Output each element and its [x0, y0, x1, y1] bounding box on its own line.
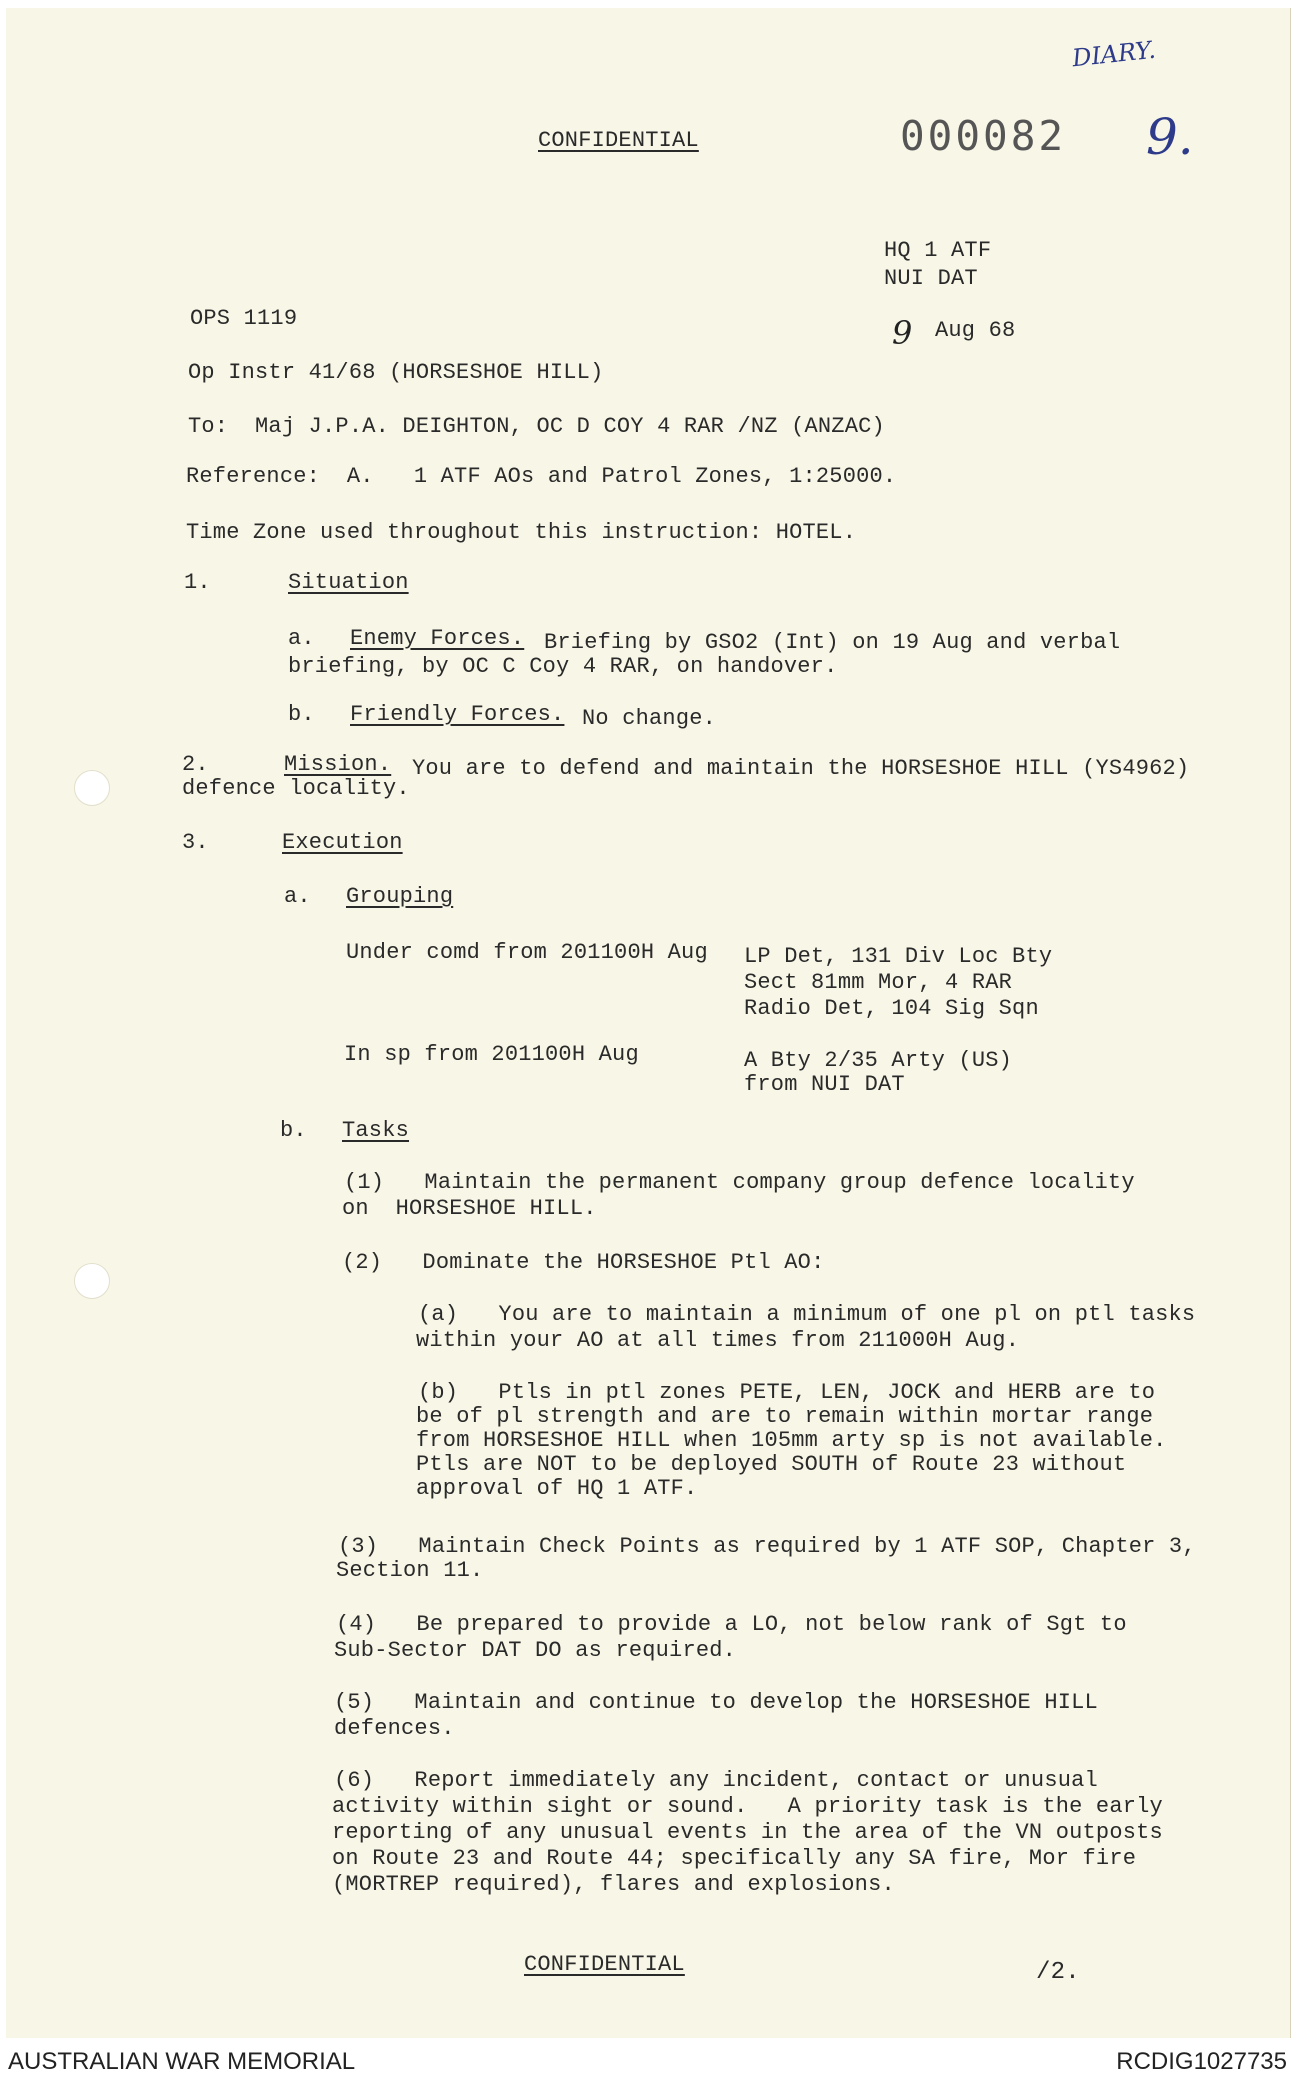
punch-hole	[74, 1263, 110, 1299]
section-3-number: 3.	[182, 830, 209, 855]
task-1-line-1: (1) Maintain the permanent company group defence locality	[344, 1170, 1135, 1195]
grouping-in-sp-1: A Bty 2/35 Arty (US)	[744, 1048, 1013, 1073]
handwritten-date-day: 9	[892, 314, 913, 352]
task-2b-line-3: from HORSESHOE HILL when 105mm arty sp is not available.	[416, 1428, 1167, 1453]
punch-hole	[74, 770, 110, 806]
task-6-line-5: (MORTREP required), flares and explosions.	[332, 1872, 895, 1897]
date-month-year: Aug 68	[935, 318, 1016, 343]
ops-reference: OPS 1119	[190, 306, 298, 331]
para-1a-label: a.	[288, 626, 315, 651]
mission-text-1: You are to defend and maintain the HORSESHOE HILL (YS4962)	[412, 756, 1190, 781]
section-1-number: 1.	[184, 570, 211, 595]
section-1-heading: Situation	[288, 570, 409, 595]
serial-stamp: 000082	[900, 112, 1067, 160]
task-6-line-1: (6) Report immediately any incident, contact or unusual	[334, 1768, 1098, 1793]
para-1a-heading: Enemy Forces.	[350, 626, 525, 651]
handwritten-folio-number: 9.	[1146, 108, 1194, 166]
task-3-line-1: (3) Maintain Check Points as required by 1 ATF SOP, Chapter 3,	[338, 1534, 1196, 1559]
para-1b-label: b.	[288, 702, 315, 727]
task-2b-line-1: (b) Ptls in ptl zones PETE, LEN, JOCK and HERB are to	[418, 1380, 1156, 1405]
para-3a-heading: Grouping	[346, 884, 454, 909]
to-line: To: Maj J.P.A. DEIGHTON, OC D COY 4 RAR /NZ (ANZAC)	[188, 414, 885, 439]
para-3b-label: b.	[280, 1118, 307, 1143]
task-5-line-1: (5) Maintain and continue to develop the HORSESHOE HILL	[334, 1690, 1098, 1715]
grouping-under-comd-1: LP Det, 131 Div Loc Bty	[744, 944, 1053, 969]
task-4-line-1: (4) Be prepared to provide a LO, not below rank of Sgt to	[336, 1612, 1127, 1637]
footer-institution: AUSTRALIAN WAR MEMORIAL	[8, 2048, 356, 2075]
classification-bottom: CONFIDENTIAL	[524, 1952, 685, 1977]
grouping-under-comd-2: Sect 81mm Mor, 4 RAR	[744, 970, 1013, 995]
para-3a-label: a.	[284, 884, 311, 909]
task-1-line-2: on HORSESHOE HILL.	[342, 1196, 597, 1221]
task-6-line-3: reporting of any unusual events in the area of the VN outposts	[332, 1820, 1163, 1845]
grouping-in-sp-2: from NUI DAT	[744, 1072, 905, 1097]
timezone-line: Time Zone used throughout this instruction: HOTEL.	[186, 520, 857, 545]
task-2a-line-1: (a) You are to maintain a minimum of one pl on ptl tasks	[418, 1302, 1196, 1327]
origin-line-1: HQ 1 ATF	[884, 238, 992, 263]
footer-record-id: RCDIG1027735	[1116, 2048, 1287, 2075]
continuation-marker: /2.	[1036, 1959, 1080, 1986]
grouping-under-comd-3: Radio Det, 104 Sig Sqn	[744, 996, 1039, 1021]
task-2-heading: (2) Dominate the HORSESHOE Ptl AO:	[342, 1250, 825, 1275]
task-2a-line-2: within your AO at all times from 211000H Aug.	[416, 1328, 1020, 1353]
origin-line-2: NUI DAT	[884, 266, 978, 291]
section-2-heading: Mission.	[284, 752, 392, 777]
task-2b-line-4: Ptls are NOT to be deployed SOUTH of Route 23 without	[416, 1452, 1127, 1477]
task-4-line-2: Sub-Sector DAT DO as required.	[334, 1638, 737, 1663]
para-3b-heading: Tasks	[342, 1118, 410, 1143]
para-1a-text-1: Briefing by GSO2 (Int) on 19 Aug and verbal	[544, 630, 1121, 655]
mission-text-2: defence locality.	[182, 776, 410, 801]
op-instruction-title: Op Instr 41/68 (HORSESHOE HILL)	[188, 360, 604, 385]
task-6-line-4: on Route 23 and Route 44; specifically any SA fire, Mor fire	[332, 1846, 1137, 1871]
reference-line: Reference: A. 1 ATF AOs and Patrol Zones, 1:25000.	[186, 464, 897, 489]
grouping-in-sp-label: In sp from 201100H Aug	[344, 1042, 639, 1067]
section-3-heading: Execution	[282, 830, 403, 855]
para-1a-text-2: briefing, by OC C Coy 4 RAR, on handover.	[288, 654, 838, 679]
task-2b-line-2: be of pl strength and are to remain within mortar range	[416, 1404, 1154, 1429]
task-3-line-2: Section 11.	[336, 1558, 484, 1583]
section-2-number: 2.	[182, 752, 209, 777]
grouping-under-comd-label: Under comd from 201100H Aug	[346, 940, 708, 965]
task-2b-line-5: approval of HQ 1 ATF.	[416, 1476, 698, 1501]
handwritten-diary-note: DIARY.	[1070, 35, 1157, 73]
task-6-line-2: activity within sight or sound. A priority task is the early	[332, 1794, 1163, 1819]
para-1b-text: No change.	[582, 706, 717, 731]
para-1b-heading: Friendly Forces.	[350, 702, 565, 727]
classification-top: CONFIDENTIAL	[538, 128, 699, 153]
task-5-line-2: defences.	[334, 1716, 455, 1741]
